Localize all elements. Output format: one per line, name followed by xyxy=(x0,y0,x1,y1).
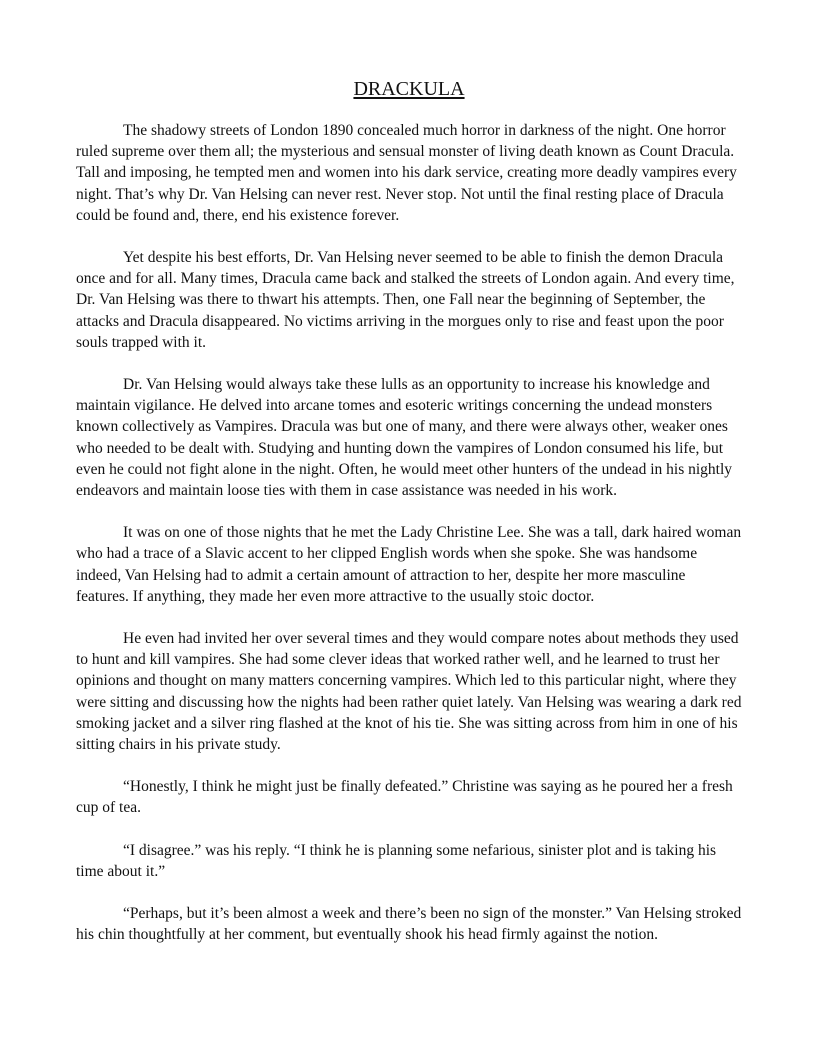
paragraph: Dr. Van Helsing would always take these lulls as an opportunity to increase his knowledge and maintain vigilance. He delved into arcane tomes and esoteric writings concerning the undead monsters known collectively as Vampires. Dracula was but one of many, and there were always other, weaker ones who needed to be dealt with. Studying and hunting down the vampires of London consumed his life, but even he could not fight alone in the night. Often, he would meet other hunters of the undead in his nightly endeavors and maintain loose ties with them in case assistance was needed in his work. xyxy=(76,376,733,500)
paragraph: He even had invited her over several times and they would compare notes about methods they used to hunt and kill vampires. She had some clever ideas that worked rather well, and he learned to trust her opinions and thought on many matters concerning vampires. Which led to this particular night, where they were sitting and discussing how the nights had been rather quiet lately. Van Helsing was wearing a dark red smoking jacket and a silver ring flashed at the knot of his tie. She was sitting across from him in one of his sitting chairs in his private study. xyxy=(76,630,742,754)
paragraph: It was on one of those nights that he met the Lady Christine Lee. She was a tall, dark haired woman who had a trace of a Slavic accent to her clipped English words when she spoke. She was handsome indeed, Van Helsing had to admit a certain amount of attraction to her, despite her more masculine features. If anything, they made her even more attractive to the usually stoic doctor. xyxy=(76,524,742,605)
paragraph: “Perhaps, but it’s been almost a week and there’s been no sign of the monster.” Van Helsing stroked his chin thoughtfully at her comment, but eventually shook his head firmly against the notion. xyxy=(76,905,742,944)
paragraph: “Honestly, I think he might just be finally defeated.” Christine was saying as he poured her a fresh cup of tea. xyxy=(76,778,733,817)
paragraph: “I disagree.” was his reply. “I think he is planning some nefarious, sinister plot and is taking his time about it.” xyxy=(76,841,717,880)
document-title: DRACKULA xyxy=(353,78,465,100)
document-page xyxy=(76,76,742,967)
paragraph: The shadowy streets of London 1890 concealed much horror in darkness of the night. One horror ruled supreme over them all; the mysterious and sensual monster of living death known as Count Dracula. Tall and imposing, he tempted men and women into his dark service, creating more deadly vampires every night. That’s why Dr. Van Helsing can never rest. Never stop. Not until the final resting place of Dracula could be found and, there, end his existence forever. xyxy=(76,122,737,224)
paragraph: Yet despite his best efforts, Dr. Van Helsing never seemed to be able to finish the demon Dracula once and for all. Many times, Dracula came back and stalked the streets of London again. And every time, Dr. Van Helsing was there to thwart his attempts. Then, one Fall near the beginning of September, the attacks and Dracula disappeared. No victims arriving in the morgues only to rise and feast upon the poor souls trapped with it. xyxy=(76,249,735,351)
